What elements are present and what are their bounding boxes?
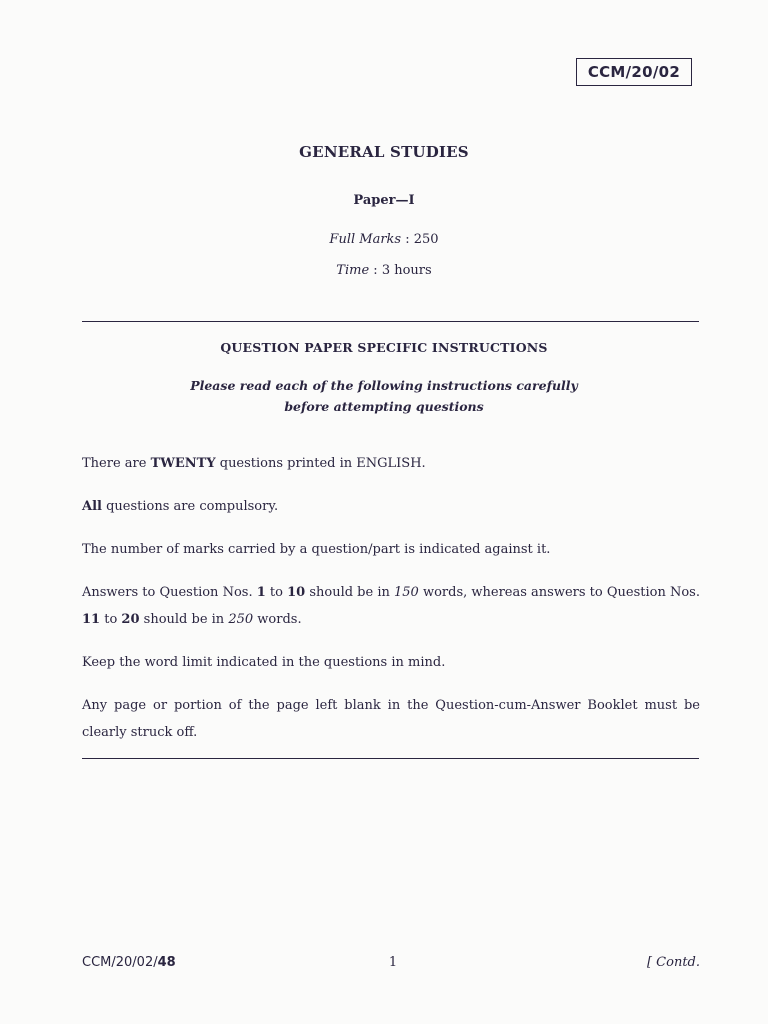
time-value: 3 hours [381,263,432,278]
instructions-subheading-line1: Please read each of the following instructions carefully [190,378,578,393]
text-run: to [265,585,288,600]
top-divider [82,321,699,322]
paper-code-box: CCM/20/02 [576,58,692,86]
bold-run: 10 [287,585,306,600]
text-run: words. [253,612,302,627]
text-run: CCM/20/02/ [82,955,158,970]
bold-run: TWENTY [150,456,216,471]
full-marks-line: Full Marks : 250 [329,232,439,247]
bottom-divider [82,758,699,759]
full-marks-value: 250 [413,232,439,247]
bold-run: 11 [82,612,101,627]
page-number: 1 [388,955,398,970]
instruction-marks: The number of marks carried by a question/part is indicated against it. [82,542,551,557]
contd-label [647,955,700,970]
instructions-subheading-line2: before attempting questions [284,399,484,414]
instruction-question-count [82,450,700,477]
text-run: words, whereas answers to Question Nos. [418,585,700,600]
instruction-word-limit-mind: Keep the word limit indicated in the questions in mind. [82,655,446,670]
full-marks-label: Full Marks [329,232,402,247]
instruction-blank-pages: Any page or portion of the page left blank in the Question-cum-Answer Booklet must be clearly struck off. [82,698,700,740]
instruction-compulsory [82,493,700,520]
instructions-heading: QUESTION PAPER SPECIFIC INSTRUCTIONS [220,340,548,355]
text-run: questions printed in ENGLISH. [215,456,426,471]
text-run: Answers to Question Nos. [82,585,257,600]
italic-run: [ Contd. [646,955,700,970]
text-run: should be in [139,612,229,627]
bold-run: 1 [256,585,266,600]
page-title: GENERAL STUDIES [299,143,469,161]
italic-run: 150 [394,585,419,600]
paper-label: Paper—I [353,193,415,208]
text-run: to [100,612,122,627]
text-run: should be in [305,585,394,600]
bold-run: 48 [157,955,176,970]
bold-run: All [82,499,102,514]
bold-run: 20 [121,612,140,627]
text-run: questions are compulsory. [101,499,279,514]
italic-run: 250 [228,612,254,627]
time-line: Time : 3 hours [336,263,432,278]
time-label: Time [336,263,370,278]
instruction-word-limits [82,579,700,633]
text-run: There are [82,456,151,471]
